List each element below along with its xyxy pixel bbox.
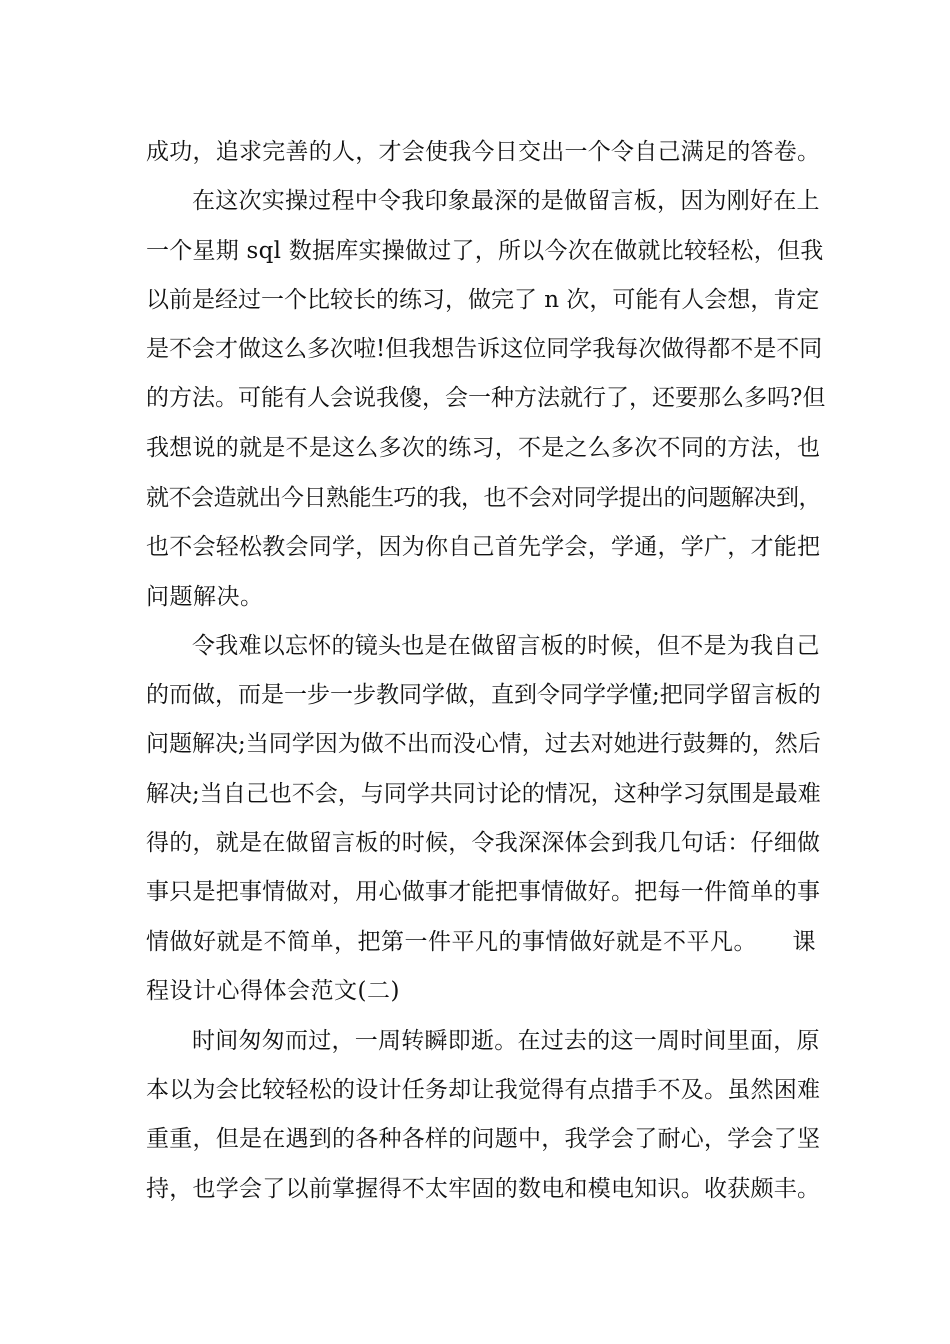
paragraph-line: 是不会才做这么多次啦!但我想告诉这位同学我每次做得都不是不同	[146, 336, 823, 362]
paragraph-line: 问题解决;当同学因为做不出而没心情，过去对她进行鼓舞的，然后	[146, 731, 821, 757]
paragraph-line: 得的，就是在做留言板的时候，令我深深体会到我几句话：仔细做	[146, 830, 821, 856]
section-title-line: 程设计心得体会范文(二)	[146, 978, 400, 1004]
paragraph-line: 问题解决。	[146, 584, 264, 610]
paragraph-line: 以前是经过一个比较长的练习，做完了 n 次，可能有人会想，肯定	[146, 287, 820, 313]
paragraph-line: 事只是把事情做对，用心做事才能把事情做好。把每一件简单的事	[146, 879, 821, 905]
paragraph-line: 令我难以忘怀的镜头也是在做留言板的时候，但不是为我自己	[192, 633, 820, 659]
paragraph-line: 本以为会比较轻松的设计任务却让我觉得有点措手不及。虽然困难	[146, 1077, 821, 1103]
paragraph-line: 也不会轻松教会同学，因为你自己首先学会，学通，学广，才能把	[146, 534, 821, 560]
paragraph-line: 在这次实操过程中令我印象最深的是做留言板，因为刚好在上	[192, 188, 820, 214]
paragraph-line: 时间匆匆而过，一周转瞬即逝。在过去的这一周时间里面，原	[192, 1028, 820, 1054]
paragraph-line: 重重，但是在遇到的各种各样的问题中，我学会了耐心，学会了坚	[146, 1126, 821, 1152]
paragraph-line: 成功，追求完善的人，才会使我今日交出一个令自己满足的答卷。	[146, 139, 821, 165]
paragraph-line: 情做好就是不简单，把第一件平凡的事情做好就是不平凡。 课	[146, 929, 816, 955]
paragraph-line: 的方法。可能有人会说我傻，会一种方法就行了，还要那么多吗?但	[146, 385, 826, 411]
paragraph-line: 一个星期 sql 数据库实操做过了，所以今次在做就比较轻松，但我	[146, 238, 824, 264]
paragraph-line: 就不会造就出今日熟能生巧的我，也不会对同学提出的问题解决到，	[146, 485, 821, 511]
paragraph-line: 我想说的就是不是这么多次的练习，不是之么多次不同的方法，也	[146, 435, 821, 461]
paragraph-line: 的而做，而是一步一步教同学做，直到令同学学懂;把同学留言板的	[146, 682, 821, 708]
paragraph-line: 持，也学会了以前掌握得不太牢固的数电和模电知识。收获颇丰。	[146, 1176, 821, 1202]
paragraph-line: 解决;当自己也不会，与同学共同讨论的情况，这种学习氛围是最难	[146, 781, 821, 807]
